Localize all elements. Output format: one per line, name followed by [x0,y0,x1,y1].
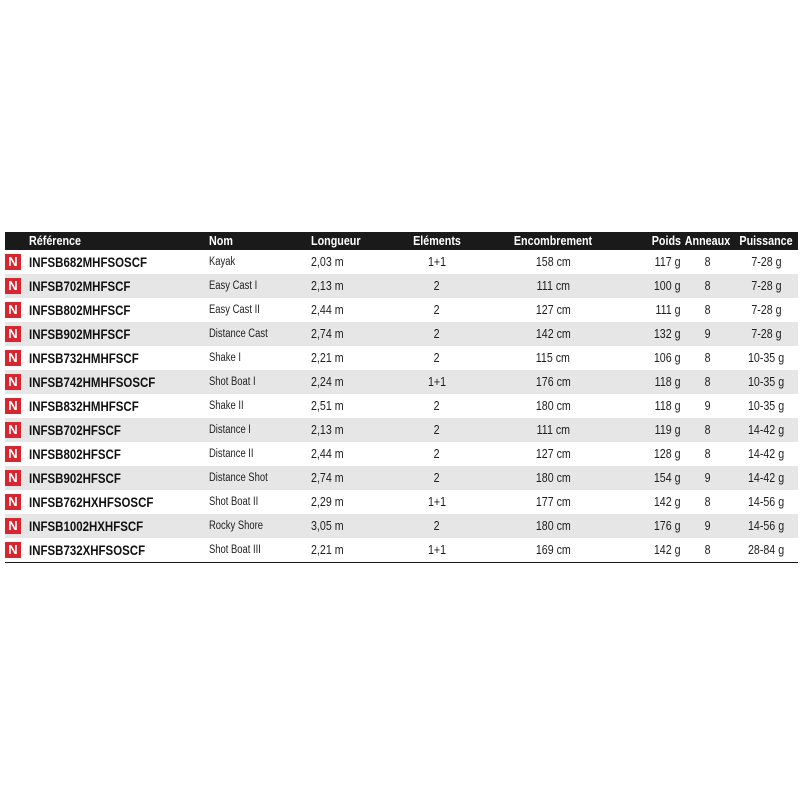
table-row [5,274,798,298]
cell-encombrement-text: 127 cm [535,302,571,317]
cell-reference [29,514,209,538]
cell-anneaux [681,394,734,418]
cell-logo [5,370,29,394]
cell-reference-text: INFSB762HXHFSOSCF [29,494,154,510]
cell-anneaux [681,514,734,538]
cell-longueur-text: 2,29 m [311,494,344,509]
cell-encombrement-text: 111 cm [536,278,570,293]
cell-elements [391,370,483,394]
cell-longueur [311,442,391,466]
cell-logo [5,442,29,466]
cell-poids-text: 142 g [654,542,681,557]
header-longueur: Longueur [311,234,361,248]
table-row [5,538,798,563]
cell-poids-text: 118 g [655,374,681,389]
cell-encombrement-text: 127 cm [535,446,571,461]
cell-encombrement [483,538,623,563]
cell-longueur [311,346,391,370]
cell-puissance-text: 14-56 g [747,494,785,509]
cell-longueur-text: 2,51 m [311,398,344,413]
cell-elements [391,418,483,442]
cell-elements [391,394,483,418]
brand-logo-icon: N [5,350,21,366]
cell-elements-text: 1+1 [427,542,447,557]
cell-nom [209,466,311,490]
cell-elements [391,538,483,563]
cell-reference-text: INFSB802MHFSCF [29,302,131,318]
cell-nom [209,394,311,418]
cell-poids [623,250,681,274]
spec-table [5,232,798,563]
cell-encombrement-text: 177 cm [535,494,571,509]
cell-nom-text: Easy Cast I [209,280,258,292]
cell-nom-text: Shot Boat I [209,376,256,388]
table-row [5,394,798,418]
cell-encombrement [483,394,623,418]
cell-longueur [311,298,391,322]
table-header-row [5,232,798,250]
cell-puissance-text: 14-42 g [747,470,785,485]
cell-nom [209,514,311,538]
cell-logo [5,298,29,322]
cell-poids [623,322,681,346]
cell-encombrement-text: 158 cm [535,254,571,269]
cell-reference [29,346,209,370]
cell-elements [391,322,483,346]
header-encombrement: Encombrement [513,234,593,248]
header-poids: Poids [651,234,681,248]
table-row [5,514,798,538]
cell-poids-text: 100 g [654,278,681,293]
cell-anneaux-text: 8 [704,302,711,317]
table-body [5,250,798,563]
cell-encombrement [483,370,623,394]
cell-anneaux-text: 9 [704,470,711,485]
cell-longueur-text: 2,21 m [311,350,344,365]
table-row [5,250,798,274]
cell-logo [5,250,29,274]
cell-elements-text: 2 [434,302,440,317]
cell-reference-text: INFSB902MHFSCF [29,326,131,342]
cell-reference [29,370,209,394]
cell-puissance [734,346,798,370]
cell-puissance-text: 7-28 g [750,254,782,269]
cell-elements-text: 2 [434,446,440,461]
cell-logo [5,490,29,514]
cell-puissance-text: 14-56 g [747,518,785,533]
cell-nom-text: Easy Cast II [209,304,260,316]
cell-nom [209,250,311,274]
cell-longueur-text: 2,44 m [311,302,344,317]
cell-encombrement-text: 111 cm [536,422,570,437]
cell-anneaux [681,490,734,514]
cell-nom-text: Kayak [209,256,236,268]
cell-elements-text: 2 [434,326,440,341]
cell-reference [29,538,209,563]
cell-reference [29,394,209,418]
cell-encombrement-text: 115 cm [535,350,571,365]
cell-longueur-text: 2,13 m [311,422,344,437]
cell-longueur [311,370,391,394]
cell-poids-text: 118 g [655,398,681,413]
cell-reference [29,418,209,442]
cell-elements [391,466,483,490]
cell-reference [29,322,209,346]
cell-nom-text: Shake II [209,400,244,412]
cell-encombrement [483,442,623,466]
cell-anneaux [681,274,734,298]
header-reference: Référence [29,234,81,248]
brand-logo-icon: N [5,518,21,534]
cell-encombrement [483,514,623,538]
cell-longueur-text: 2,21 m [311,542,344,557]
cell-longueur [311,514,391,538]
cell-puissance [734,394,798,418]
cell-elements-text: 1+1 [427,254,447,269]
cell-longueur-text: 2,74 m [311,326,344,341]
cell-logo [5,346,29,370]
cell-encombrement [483,418,623,442]
cell-nom-text: Distance Cast [209,328,268,340]
cell-anneaux [681,418,734,442]
cell-reference-text: INFSB682MHFSOSCF [29,254,148,270]
cell-puissance-text: 14-42 g [747,422,785,437]
cell-elements-text: 2 [434,518,440,533]
table-row [5,418,798,442]
cell-poids [623,346,681,370]
cell-reference-text: INFSB1002HXHFSCF [29,518,144,534]
cell-longueur [311,322,391,346]
cell-nom [209,322,311,346]
cell-nom [209,490,311,514]
cell-elements [391,250,483,274]
cell-anneaux [681,298,734,322]
table-row [5,442,798,466]
table-row [5,466,798,490]
cell-encombrement [483,322,623,346]
cell-reference-text: INFSB802HFSCF [29,446,121,462]
cell-encombrement [483,466,623,490]
cell-anneaux-text: 9 [704,398,711,413]
cell-nom-text: Distance II [209,448,254,460]
cell-elements-text: 2 [434,422,440,437]
cell-logo [5,538,29,563]
table-row [5,298,798,322]
cell-puissance [734,490,798,514]
cell-longueur [311,418,391,442]
cell-logo [5,466,29,490]
cell-encombrement-text: 180 cm [535,398,571,413]
cell-puissance [734,370,798,394]
cell-puissance [734,418,798,442]
cell-puissance-text: 10-35 g [747,374,785,389]
cell-anneaux-text: 8 [704,254,711,269]
cell-nom-text: Shake I [209,352,241,364]
cell-reference [29,442,209,466]
cell-nom [209,274,311,298]
cell-reference-text: INFSB732HMHFSCF [29,350,139,366]
cell-poids-text: 106 g [654,350,681,365]
cell-elements-text: 2 [434,278,440,293]
cell-elements-text: 2 [434,398,440,413]
cell-longueur-text: 2,44 m [311,446,344,461]
cell-puissance [734,442,798,466]
table-row [5,322,798,346]
cell-encombrement-text: 169 cm [535,542,571,557]
cell-elements [391,346,483,370]
cell-puissance [734,538,798,563]
brand-logo-icon: N [5,374,21,390]
cell-encombrement-text: 180 cm [535,518,571,533]
cell-anneaux-text: 9 [704,326,711,341]
cell-puissance-text: 7-28 g [750,326,782,341]
cell-logo [5,394,29,418]
cell-encombrement [483,250,623,274]
cell-encombrement-text: 142 cm [535,326,571,341]
cell-reference [29,490,209,514]
cell-elements-text: 2 [434,470,440,485]
cell-anneaux [681,442,734,466]
table-row [5,370,798,394]
header-logo-spacer [5,232,26,250]
cell-anneaux-text: 8 [704,278,711,293]
brand-logo-icon: N [5,254,21,270]
cell-logo [5,514,29,538]
cell-anneaux-text: 9 [704,518,711,533]
cell-longueur-text: 2,03 m [311,254,344,269]
cell-poids-text: 142 g [654,494,681,509]
cell-poids-text: 119 g [655,422,681,437]
brand-logo-icon: N [5,494,21,510]
cell-nom-text: Distance Shot [209,472,268,484]
cell-poids [623,298,681,322]
cell-poids [623,490,681,514]
cell-longueur-text: 2,74 m [311,470,344,485]
cell-anneaux-text: 8 [704,374,711,389]
cell-reference-text: INFSB702HFSCF [29,422,121,438]
brand-logo-icon: N [5,470,21,486]
cell-poids [623,538,681,563]
cell-longueur [311,250,391,274]
cell-encombrement-text: 180 cm [535,470,571,485]
brand-logo-icon: N [5,302,21,318]
cell-anneaux [681,466,734,490]
cell-reference-text: INFSB702MHFSCF [29,278,131,294]
cell-nom [209,346,311,370]
cell-anneaux-text: 8 [704,542,711,557]
cell-reference-text: INFSB732XHFSOSCF [29,542,146,558]
cell-encombrement [483,274,623,298]
cell-poids-text: 128 g [654,446,681,461]
cell-encombrement [483,490,623,514]
cell-elements [391,298,483,322]
cell-elements-text: 2 [434,350,440,365]
cell-reference-text: INFSB832HMHFSCF [29,398,139,414]
brand-logo-icon: N [5,542,21,558]
cell-nom-text: Rocky Shore [209,520,263,532]
cell-encombrement-text: 176 cm [535,374,571,389]
cell-poids [623,370,681,394]
cell-elements [391,442,483,466]
cell-longueur [311,394,391,418]
cell-elements-text: 1+1 [427,494,447,509]
cell-anneaux [681,538,734,563]
cell-anneaux [681,346,734,370]
cell-puissance-text: 7-28 g [750,302,782,317]
cell-nom [209,370,311,394]
cell-logo [5,274,29,298]
cell-nom [209,418,311,442]
cell-poids-text: 111 g [655,302,681,317]
cell-poids [623,442,681,466]
cell-nom [209,298,311,322]
cell-encombrement [483,346,623,370]
cell-puissance [734,514,798,538]
cell-puissance [734,322,798,346]
header-puissance: Puissance [739,234,793,248]
cell-poids-text: 117 g [655,254,681,269]
cell-puissance-text: 28-84 g [747,542,785,557]
cell-longueur-text: 2,13 m [311,278,344,293]
cell-poids-text: 176 g [654,518,681,533]
cell-elements [391,490,483,514]
cell-encombrement [483,298,623,322]
cell-nom [209,442,311,466]
header-anneaux: Anneaux [684,234,731,248]
header-nom: Nom [209,234,233,248]
cell-reference-text: INFSB902HFSCF [29,470,121,486]
cell-nom-text: Shot Boat II [209,496,259,508]
cell-puissance-text: 14-42 g [747,446,785,461]
table-row [5,490,798,514]
cell-nom-text: Shot Boat III [209,544,261,556]
cell-anneaux [681,250,734,274]
cell-poids-text: 132 g [654,326,681,341]
cell-anneaux [681,370,734,394]
cell-reference [29,250,209,274]
cell-elements-text: 1+1 [427,374,447,389]
brand-logo-icon: N [5,398,21,414]
cell-puissance-text: 10-35 g [747,350,785,365]
brand-logo-icon: N [5,278,21,294]
cell-longueur-text: 2,24 m [311,374,344,389]
cell-longueur [311,538,391,563]
brand-logo-icon: N [5,446,21,462]
cell-nom-text: Distance I [209,424,251,436]
cell-anneaux-text: 8 [704,494,711,509]
cell-longueur [311,274,391,298]
cell-nom [209,538,311,563]
cell-poids [623,514,681,538]
cell-reference-text: INFSB742HMHFSOSCF [29,374,156,390]
brand-logo-icon: N [5,422,21,438]
cell-poids [623,394,681,418]
cell-poids [623,418,681,442]
cell-anneaux-text: 8 [704,446,711,461]
cell-poids [623,274,681,298]
cell-longueur-text: 3,05 m [311,518,344,533]
cell-puissance [734,250,798,274]
cell-puissance-text: 7-28 g [750,278,782,293]
cell-logo [5,322,29,346]
cell-longueur [311,490,391,514]
cell-elements [391,274,483,298]
cell-elements [391,514,483,538]
brand-logo-icon: N [5,326,21,342]
cell-poids [623,466,681,490]
cell-puissance [734,466,798,490]
cell-logo [5,418,29,442]
header-elements: Eléments [413,234,461,248]
cell-puissance [734,298,798,322]
table-row [5,346,798,370]
cell-anneaux [681,322,734,346]
cell-longueur [311,466,391,490]
cell-reference [29,274,209,298]
cell-puissance [734,274,798,298]
cell-anneaux-text: 8 [704,422,711,437]
cell-reference [29,298,209,322]
cell-anneaux-text: 8 [704,350,711,365]
cell-reference [29,466,209,490]
cell-puissance-text: 10-35 g [747,398,785,413]
cell-poids-text: 154 g [654,470,681,485]
